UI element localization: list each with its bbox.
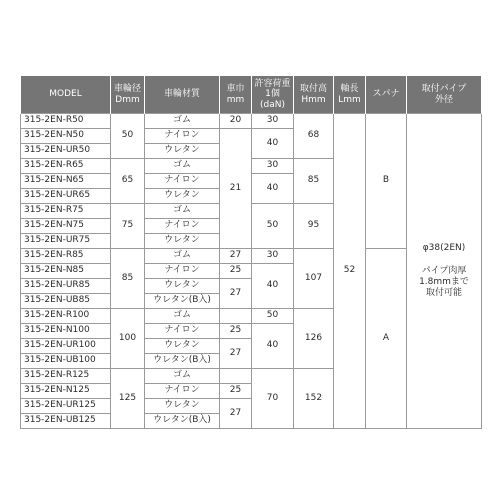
material-cell: ナイロン bbox=[145, 264, 220, 279]
pipe-note-gap bbox=[409, 254, 479, 266]
load-cell: 40 bbox=[252, 174, 294, 204]
width-cell bbox=[220, 309, 252, 324]
pipe-diameter-text: φ38(2EN) bbox=[422, 242, 466, 253]
width-cell: 25 bbox=[220, 384, 252, 399]
material-cell: ゴム bbox=[145, 159, 220, 174]
material-cell: ナイロン bbox=[145, 219, 220, 234]
pipe-note-cell bbox=[407, 114, 482, 429]
table-row bbox=[21, 114, 482, 129]
material-cell: ウレタン bbox=[145, 189, 220, 204]
material-cell: ナイロン bbox=[145, 129, 220, 144]
header-axle-length: 軸長 Lmm bbox=[334, 76, 366, 114]
material-cell: ウレタン(B入) bbox=[145, 354, 220, 369]
material-cell: ウレタン bbox=[145, 144, 220, 159]
model-cell: 315-2EN-N75 bbox=[21, 219, 111, 234]
material-cell: ウレタン bbox=[145, 399, 220, 414]
model-cell: 315-2EN-R65 bbox=[21, 159, 111, 174]
width-cell: 25 bbox=[220, 324, 252, 339]
height-cell: 85 bbox=[294, 159, 334, 204]
diameter-cell: 125 bbox=[111, 369, 145, 429]
height-cell: 107 bbox=[294, 249, 334, 309]
material-cell: ウレタン bbox=[145, 234, 220, 249]
model-cell: 315-2EN-R75 bbox=[21, 204, 111, 219]
width-cell: 27 bbox=[220, 249, 252, 264]
width-cell: 27 bbox=[220, 339, 252, 369]
model-cell: 315-2EN-UB125 bbox=[21, 414, 111, 429]
load-cell: 40 bbox=[252, 264, 294, 309]
material-cell: ウレタン(B入) bbox=[145, 414, 220, 429]
header-spanner: スパナ bbox=[366, 76, 407, 114]
width-cell: 27 bbox=[220, 279, 252, 309]
material-cell: ウレタン bbox=[145, 339, 220, 354]
header-wheel-material: 車輪材質 bbox=[145, 76, 220, 114]
height-cell: 95 bbox=[294, 204, 334, 249]
diameter-cell: 100 bbox=[111, 309, 145, 369]
model-cell: 315-2EN-UB85 bbox=[21, 294, 111, 309]
material-cell: ゴム bbox=[145, 309, 220, 324]
width-cell: 25 bbox=[220, 264, 252, 279]
pipe-note-line2: 1.8mmまで bbox=[419, 277, 469, 287]
load-cell: 30 bbox=[252, 114, 294, 129]
model-cell: 315-2EN-UR75 bbox=[21, 234, 111, 249]
diameter-cell: 50 bbox=[111, 114, 145, 159]
material-cell: ゴム bbox=[145, 249, 220, 264]
width-cell: 21 bbox=[220, 129, 252, 249]
model-cell: 315-2EN-UR50 bbox=[21, 144, 111, 159]
header-model: MODEL bbox=[21, 76, 111, 114]
width-cell bbox=[220, 369, 252, 384]
model-cell: 315-2EN-UR125 bbox=[21, 399, 111, 414]
header-wheel-width: 車巾 mm bbox=[220, 76, 252, 114]
height-cell: 68 bbox=[294, 114, 334, 159]
material-cell: ウレタン(B入) bbox=[145, 294, 220, 309]
header-pipe-diameter: 取付パイプ 外径 bbox=[407, 76, 482, 114]
axle-length-cell: 52 bbox=[334, 114, 366, 429]
model-cell: 315-2EN-N85 bbox=[21, 264, 111, 279]
diameter-cell: 75 bbox=[111, 204, 145, 249]
height-cell: 152 bbox=[294, 369, 334, 429]
model-cell: 315-2EN-UB100 bbox=[21, 354, 111, 369]
material-cell: ウレタン bbox=[145, 279, 220, 294]
model-cell: 315-2EN-UR65 bbox=[21, 189, 111, 204]
material-cell: ゴム bbox=[145, 204, 220, 219]
load-cell: 50 bbox=[252, 204, 294, 249]
load-cell: 70 bbox=[252, 369, 294, 429]
material-cell: ナイロン bbox=[145, 384, 220, 399]
header-wheel-diameter: 車輪径 Dmm bbox=[111, 76, 145, 114]
load-cell: 30 bbox=[252, 159, 294, 174]
model-cell: 315-2EN-N50 bbox=[21, 129, 111, 144]
model-cell: 315-2EN-R50 bbox=[21, 114, 111, 129]
material-cell: ゴム bbox=[145, 369, 220, 384]
pipe-note-line3: 取付可能 bbox=[425, 288, 462, 299]
material-cell: ナイロン bbox=[145, 174, 220, 189]
load-cell: 30 bbox=[252, 249, 294, 264]
spanner-cell: A bbox=[366, 249, 407, 429]
model-cell: 315-2EN-N65 bbox=[21, 174, 111, 189]
model-cell: 315-2EN-UR85 bbox=[21, 279, 111, 294]
load-cell: 50 bbox=[252, 309, 294, 324]
header-mount-height: 取付高 Hmm bbox=[294, 76, 334, 114]
width-cell: 27 bbox=[220, 399, 252, 429]
model-cell: 315-2EN-N125 bbox=[21, 384, 111, 399]
material-cell: ゴム bbox=[145, 114, 220, 129]
model-cell: 315-2EN-R85 bbox=[21, 249, 111, 264]
model-cell: 315-2EN-N100 bbox=[21, 324, 111, 339]
width-cell: 20 bbox=[220, 114, 252, 129]
model-cell: 315-2EN-R125 bbox=[21, 369, 111, 384]
model-cell: 315-2EN-R100 bbox=[21, 309, 111, 324]
header-row bbox=[21, 76, 482, 114]
caster-spec-table bbox=[20, 76, 482, 429]
material-cell: ナイロン bbox=[145, 324, 220, 339]
header-allowable-load: 許容荷重 1個 (daN) bbox=[252, 76, 294, 114]
diameter-cell: 65 bbox=[111, 159, 145, 204]
spanner-cell: B bbox=[366, 114, 407, 249]
load-cell: 40 bbox=[252, 129, 294, 159]
diameter-cell: 85 bbox=[111, 249, 145, 309]
load-cell: 40 bbox=[252, 324, 294, 369]
model-cell: 315-2EN-UR100 bbox=[21, 339, 111, 354]
height-cell: 126 bbox=[294, 309, 334, 369]
pipe-note-line1: パイプ肉厚 bbox=[421, 265, 467, 276]
